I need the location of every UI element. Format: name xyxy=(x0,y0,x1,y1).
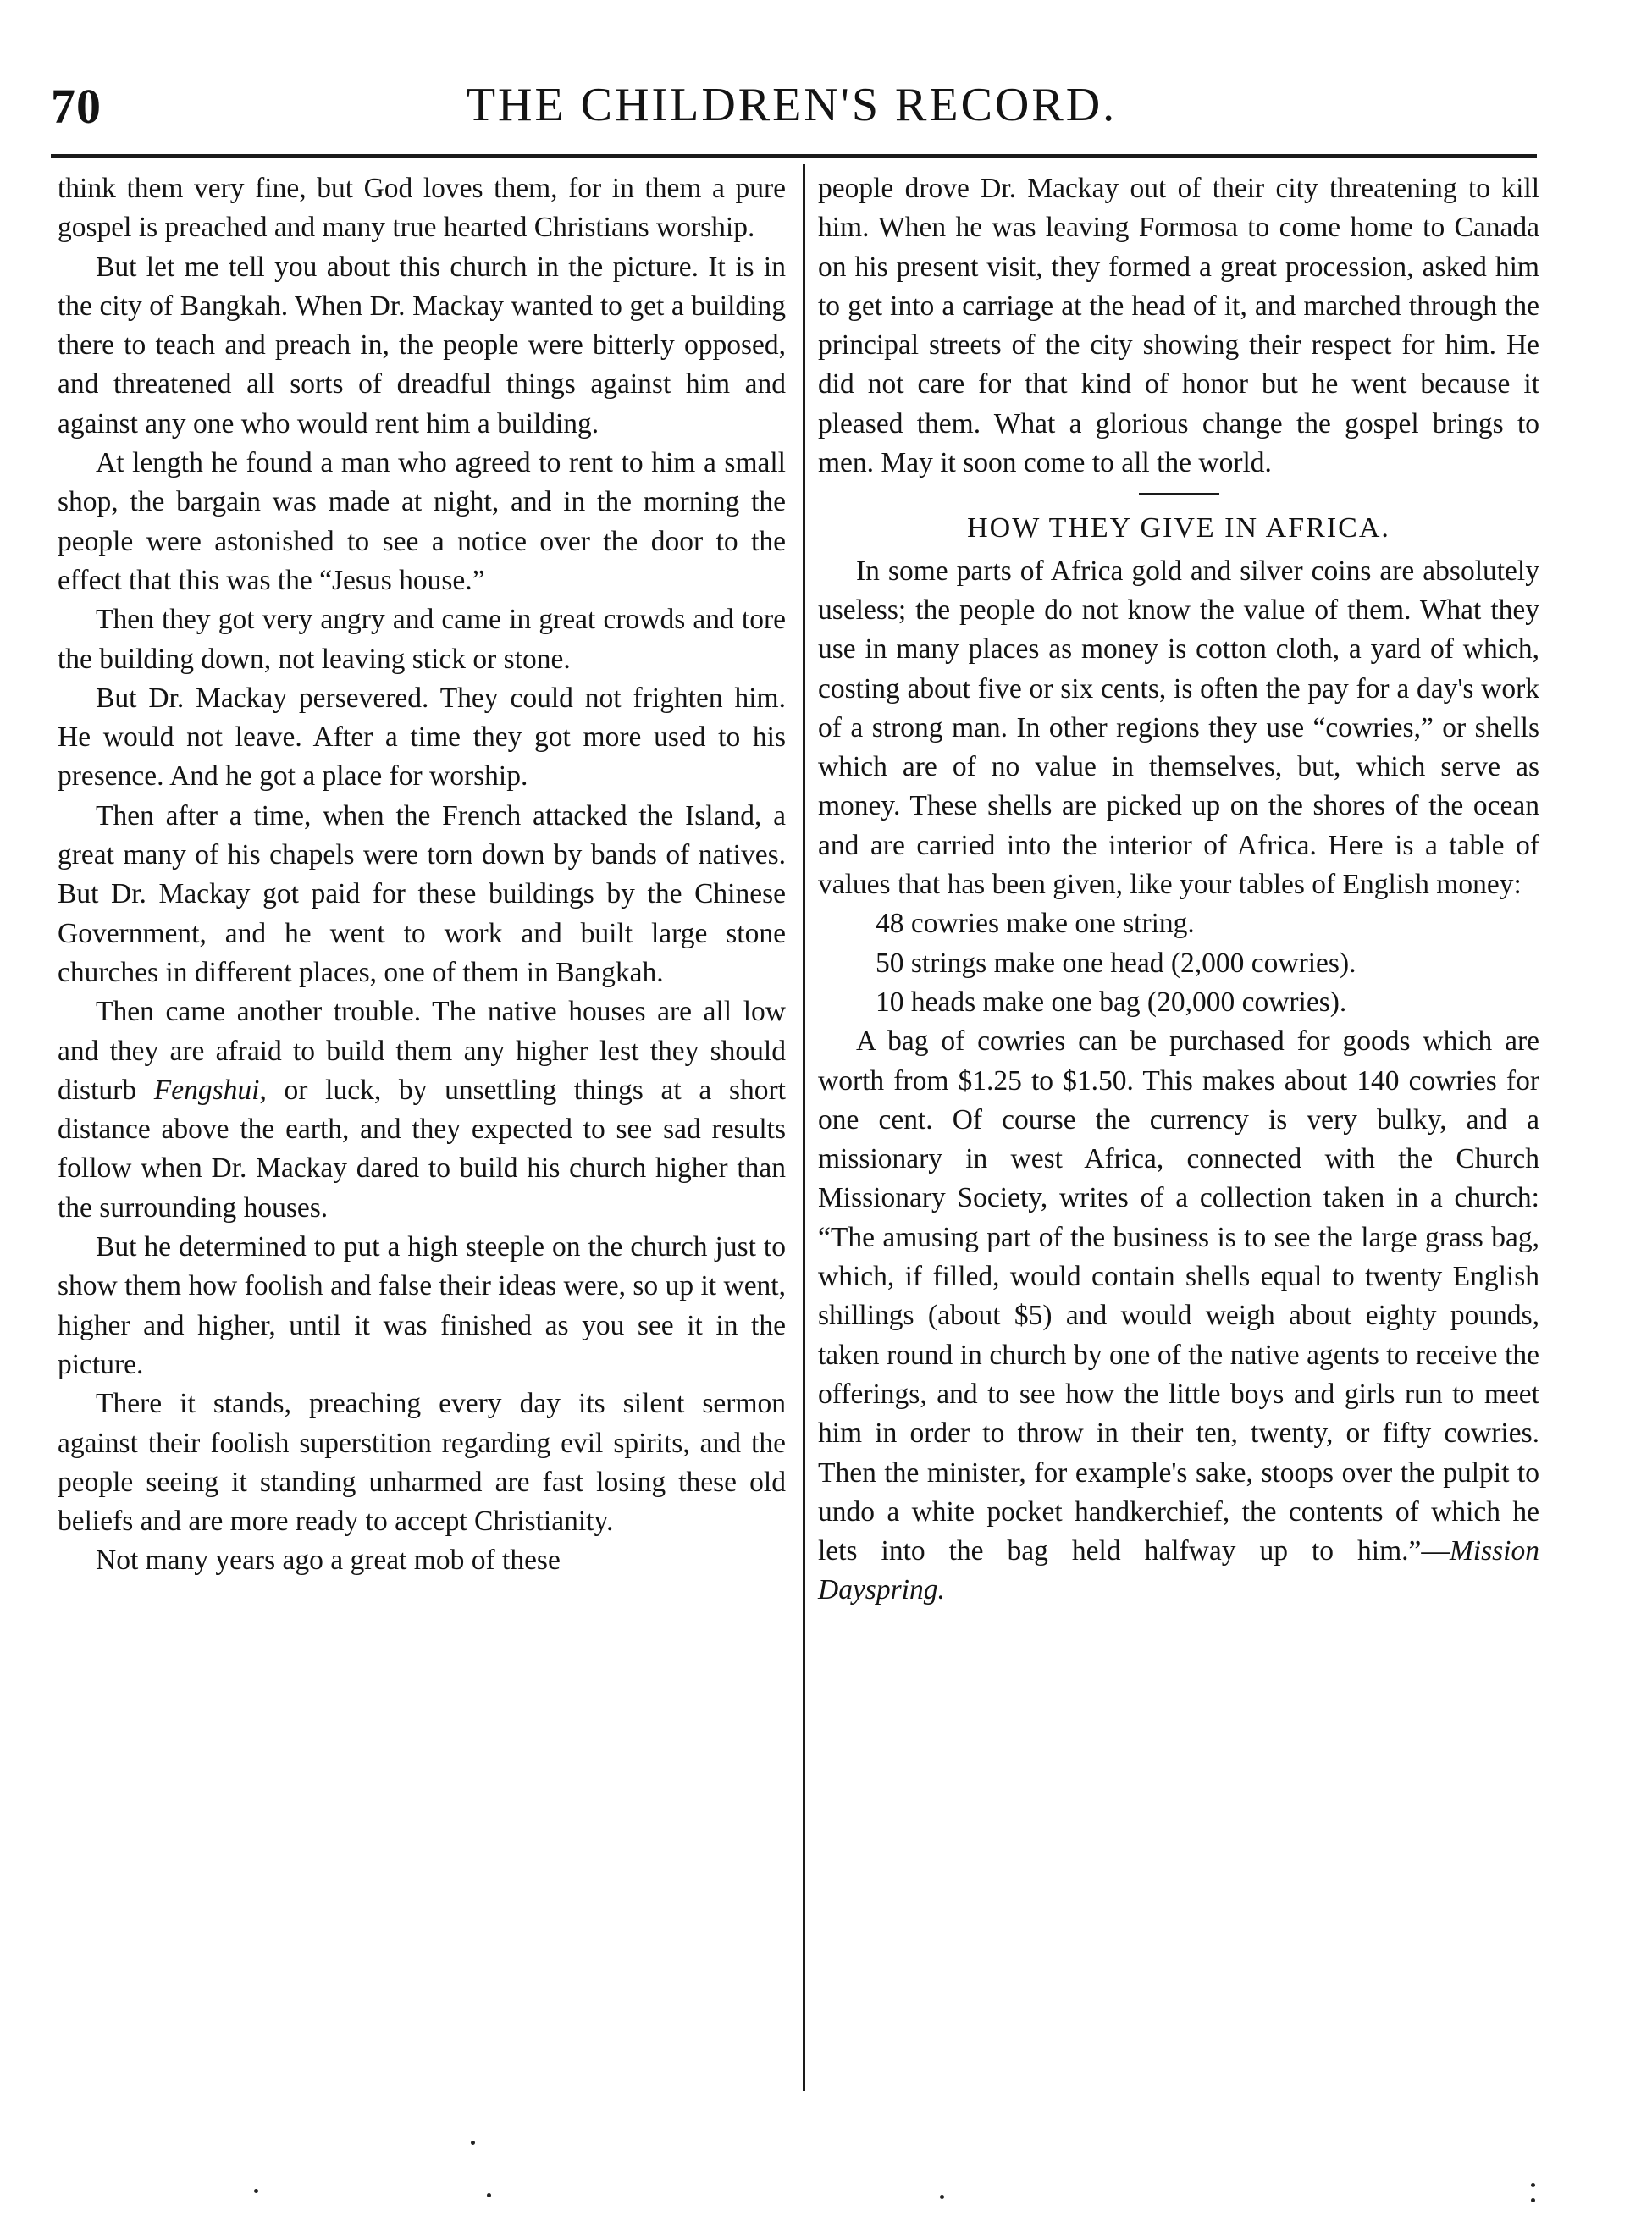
print-speck xyxy=(471,2141,475,2145)
header-rule xyxy=(51,154,1537,158)
source-credit: Mission Dayspring. xyxy=(818,1535,1539,1606)
print-speck xyxy=(254,2189,258,2193)
continued-paragraph: people drove Dr. Mackay out of their city threatening to kill him. When he was leaving Formosa to come home to Canada on his present visit, they formed a great procession, asked him to get into a carriage at the head of it, and marched through the principal streets of the city showing their respect for him. He did not care for that kind of honor but he went because it pleased them. What a glorious change the gospel brings to men. May it soon come to all the world. xyxy=(818,173,1539,479)
page-header xyxy=(51,78,1533,137)
print-speck xyxy=(940,2195,944,2199)
running-title: THE CHILDREN'S RECORD. xyxy=(466,79,1118,131)
column-divider xyxy=(803,164,805,2091)
money-table-row: 50 strings make one head (2,000 cowries). xyxy=(876,947,1356,979)
paragraph: think them very fine, but God loves them, for in them a pure gospel is preached and many true hearted Christians worship. xyxy=(58,173,786,244)
article-heading: HOW THEY GIVE IN AFRICA. xyxy=(967,512,1390,544)
article-body-text: A bag of cowries can be purchased for goods which are worth from $1.25 to $1.50. This makes about 140 cowries for one cent. Of course the currency is very bulky, and a missionary in west Africa, connected with the Church Missionary Society, writes of a collection taken in a church: “The amusing part of the business is to see the large grass bag, which, if filled, would contain shells equal to twenty English shillings (about $5) and would weigh about eighty pounds, taken round in church by one of the native agents to receive the offerings, and to see how the little boys and girls run to meet him in order to throw in their ten, twenty, or fifty cowries. Then the minister, for example's sake, stoops over the pulpit to undo a white pocket handkerchief, the contents of which he lets into the bag held halfway up to him.”— xyxy=(818,1025,1539,1567)
article-body xyxy=(818,1022,1539,1610)
right-column xyxy=(818,169,1539,1611)
paragraph: There it stands, preaching every day its silent sermon against their foolish superstition regarding evil spirits, and the people seeing it standing unharmed are fast losing these old beliefs and are more ready to accept Christianity. xyxy=(58,1388,786,1538)
paragraph: Not many years ago a great mob of these xyxy=(96,1545,561,1577)
paragraph: At length he found a man who agreed to rent to him a small shop, the bargain was made at night, and in the morning the people were astonished to see a notice over the door to the effect that this was the “Jesus house.” xyxy=(58,447,786,596)
section-separator xyxy=(1139,493,1219,495)
print-speck xyxy=(1531,2183,1535,2187)
page-number: 70 xyxy=(51,79,102,134)
fengshui-paragraph xyxy=(58,992,786,1228)
fengshui-text-before: Then came another trouble. The native houses are all low and they are afraid to build them any higher lest they should disturb xyxy=(58,996,786,1106)
left-column xyxy=(58,169,786,1581)
print-speck xyxy=(1531,2198,1535,2202)
article-intro: In some parts of Africa gold and silver coins are absolutely useless; the people do not know the value of them. What they use in many places as money is cotton cloth, a yard of which, costing about five or six cents, is often the pay for a day's work of a strong man. In other regions they use “cowries,” or shells which are of no value in themselves, but, which serve as money. These shells are picked up on the shores of the ocean and are carried into the interior of Africa. Here is a table of values that has been given, like your tables of English money: xyxy=(818,555,1539,901)
paragraph: Then they got very angry and came in great crowds and tore the building down, not leaving stick or stone. xyxy=(58,604,786,675)
paragraph: But let me tell you about this church in the picture. It is in the city of Bangkah. When Dr. Mackay wanted to get a building there to teach and preach in, the people were bitterly opposed, and threatened all sorts of dreadful things against him and against any one who would rent him a building. xyxy=(58,251,786,439)
fengshui-term: Fengshui xyxy=(153,1074,260,1106)
fengshui-text-after: , or luck, by unsettling things at a short distance above the earth, and they expected to see sad results follow when Dr. Mackay dared to build his church higher than the surrounding houses. xyxy=(58,1074,786,1224)
paragraph: But he determined to put a high steeple on the church just to show them how foolish and false their ideas were, so up it went, higher and higher, until it was finished as you see it in the picture. xyxy=(58,1231,786,1380)
money-table-row: 48 cowries make one string. xyxy=(876,908,1195,940)
paragraph: Then after a time, when the French attacked the Island, a great many of his chapels were torn down by bands of natives. But Dr. Mackay got paid for these buildings by the Chinese Government, and he went to work and built large stone churches in different places, one of them in Bangkah. xyxy=(58,799,786,988)
paragraph: But Dr. Mackay persevered. They could not frighten him. He would not leave. After a time they got more used to his presence. And he got a place for worship. xyxy=(58,682,786,793)
money-table-row: 10 heads make one bag (20,000 cowries). xyxy=(876,986,1347,1018)
print-speck xyxy=(487,2193,491,2197)
